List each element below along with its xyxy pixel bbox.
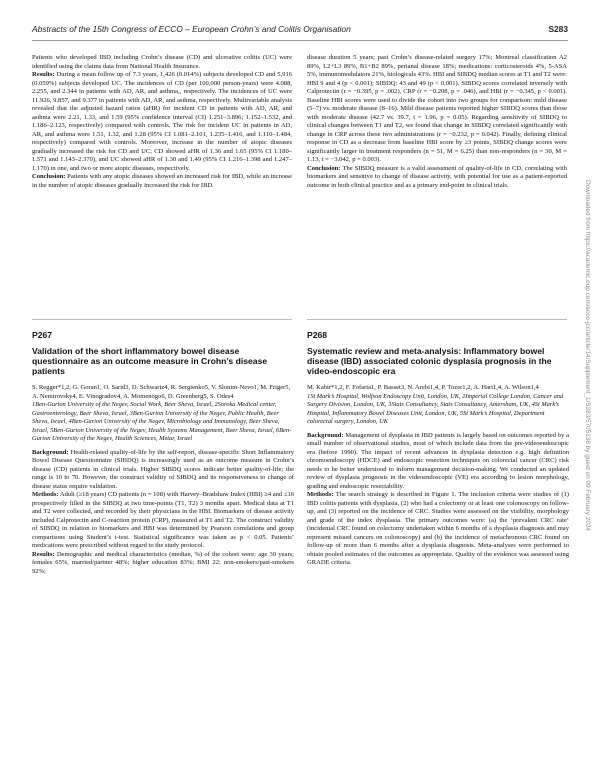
paragraph: disease duration 5 years; past Crohn’s disease-related surgery 17%; Montreal classification A2 89%, L2+L3 89%, B1+B2 89%, perianal disease 18%; medications: corticosteroids 4%, 5-ASA 5%, immunomodulators 21%, biologicals 43%. HBI and SIBDQ median scores at T1 and T2 were: HBI 9 and 4 (p < 0.001); SIBDQ: 43 and 49 (p < 0.001). SIBDQ scores correlated inversely with Calprotectin (r = −0.395, p = .002), CRP (r = −0.208, p = .046), and HBI (r = −0.345, p < 0.001). Baseline HBI scores were used to divide the cohort into two groups for comparison: mild disease (5–7) vs. moderate disease (8–16). Mild disease patients reported higher SIBDQ scores than those with moderate disease (42.7 vs. 39.7, t = 1.96, p = 0.05). Regarding sensitivity of SIBDQ to clinical changes between T1 and T2, we found that change in SIBDQ correlated significantly with change in CRP across these two administrations (r = −0.232, p = 0.042). Finally, defining clinical response in CD as a decrease from baseline HBI score by ≥3 points, SIBDQ change scores were significantly larger in treatment responders (n = 51, M = 6.25) than non-responders (n = 30, M = 1.13, t = −3.042, p = 0.003). <box>307 54 567 163</box>
section-divider <box>307 319 567 320</box>
abstract-id: P268 <box>307 330 328 340</box>
paragraph: Background: Health-related quality-of-life by the self-report, disease-specific Short Inflammatory Bowel Disease Questionnaire (SIBDQ) is increasingly used as an outcome measure in Crohn’s disease (CD) patients in clinical trials. Higher SIBDQ scores indicate better quality-of-life; the range is 10 to 70. However, the construct validity of SIBDQ and its responsiveness to change of disease status require validation. <box>32 448 294 490</box>
abstract-title: Validation of the short inflammatory bowel disease questionnaire as an outcome measure in Crohn’s disease patients <box>32 346 268 376</box>
download-note: Downloaded from https://academic.oup.com/ecco-jcc/article/14/Supplement_1/S283/5705138 by guest on 09 February 2024 <box>584 180 591 531</box>
abstract-authors: S. Regger*1,2, G. Goran1, O. Sarid3, D. Schwartz4, R. Sergienko5, V. Slonim-Nevo1, M. Friger5, A. Nemirovsky4, E. Vinogradov4, A. Momenogo6, D. Greenberg5, S. Odes4 <box>32 384 291 400</box>
abstract-affiliations: 1Ben-Gurion University of the Negev, Social Work, Beer Sheva, Israel, 2Soroka Medical center, Gastroenterology, Beer Sheva, Israel, 3Ben-Gurion University of the Negev, Public Health, Beer Sheva, Israel, 4Ben-Gurion University of the Negev, Microbiology and Immunology, Beer Sheva, Israel, 5Ben-Gurion University of the Negev, Health Systems Management, Beer Sheva, Israel, 6Ben-Gurion University of the Negev, Health Sciences, Metar, Israel <box>32 401 292 442</box>
paragraph: Conclusion: The SIBDQ measure is a valid assessment of quality-of-life in CD, correlating with biomarkers and sensitive to change of disease activity, with potential for use as a patient-reported outcome in both clinical practice and as a primary end-point in clinical trials. <box>307 164 567 189</box>
download-watermark <box>582 180 592 600</box>
paragraph: Background: Management of dysplasia in IBD patients is largely based on outcomes reported by a small number of observational studies, most of which include data from the pre-videoendoscopic era (before 1990). The impact of recent advances in dysplasia detection e.g. high definition chromoendoscopy (HDCE) and endoscopic resection techniques on colorectal cancer (CRC) risk needs to be better understood to inform management decision-making. We conducted an updated review of dysplasia prognosis in the videoendoscopic (VE) era according to lesion morphology, grading and endoscopic resectability. <box>307 431 569 490</box>
abstract-body <box>32 449 294 577</box>
abstract-p268 <box>307 330 569 568</box>
abstract-affiliations: 1St Mark’s Hospital, Wolfson Endoscopy Unit, London, UK, 2Imperial College London, Cancer and Surgery Division, London, UK, 3Stats Consultancy, Stats Consultancy, Amersham, UK, 4St Mark’s Hospital, Inflammatory Bowel Diseases Unit, London, UK, 5St Mark’s Hospital, Department colorectal surgery, London, UK <box>307 392 564 425</box>
paragraph: Methods: Adult (≥18 years) CD patients (n = 108) with Harvey–Bradshaw Index (HBI) ≥4 and ≤16 prospectively filled in the SIBDQ at two time-points (T1, T2) 3 months apart. Medical data at T1 and T2 were collected, and recorded by their physicians in the HBI. Biomarkers of disease activity included Calprotectin and C-reaction protein (CRP), measured at T1 and T2. The construct validity of SIBDQ in relation to biomarkers and HBI was determined by Pearson correlations and group comparisons using Student’s t-test. Statistical significance was taken as p < 0.05. Patients’ medications were prescribed without regard to the study protocol. <box>32 491 294 549</box>
paragraph: Results: Demographic and medical characteristics (median, %) of the cohort were: age 30 years; females 65%, married/partner 48%; higher education 83%; BMI 22; non-smokers/past-smokers 92%; <box>32 550 294 575</box>
abstract-body <box>307 432 569 568</box>
abstract-id: P267 <box>32 330 53 340</box>
paragraph: Patients who developed IBD including Crohn’s disease (CD) and ulcerative colitis (UC) were identified using the claims data from National Health Insurance. <box>32 54 292 70</box>
abstract-p267 <box>32 330 294 576</box>
continuation-right-column <box>307 54 567 190</box>
page-number: S283 <box>548 24 568 34</box>
paragraph: Methods: The search strategy is described in Figure 1. The inclusion criteria were studies of (1) IBD colitis patients with dysplasia, (2) who had a colectomy or at least one colonoscopy on follow-up, and (3) reported on the incidence of CRC. Studies were assessed on the visibility, morphology and grade of the index dysplasia. The primary outcomes were: (a) the ‘prevalent CRC rate’ (incidental CRC found on colectomy undertaken within 6 months of a dysplasia diagnosis and may represent missed cancers on colonoscopy) and (b) the incidence of metachronous CRC found on follow-up of more than 6 months after a dysplasia diagnosis. Meta-analyses were performed to obtain pooled estimates of the outcomes as appropriate. Quality of the evidence was assessed using GRADE criteria. <box>307 491 569 566</box>
header-rule <box>32 40 568 41</box>
journal-header <box>32 24 568 36</box>
continuation-left-column <box>32 54 292 190</box>
paragraph: Results: During a mean follow up of 7.3 years, 1,426 (0.014%) subjects developed CD and 5,916 (0.059%) subjects developed UC. The incidences of CD (per 100,000 person-years) were 4.088, 2.255, and 2.344 in patients with AD, AR, and asthma,, respectively. The incidences of UC were 11.926, 9.857, and 9.377 in patients with AD, AR, and asthma, respectively. Multivariable analysis revealed that the adjusted hazard ratios (aHR) for incident CD in patients with AD, AR, and asthma were 2.21, 1.33, and 1.59 (95% confidence interval (CI) 1.251–3.896; 1.152–1.532, and 1.186–2.123, respectively) compared with controls. The risk for incident UC in patients in AD, AR, and asthma were 1.51, 1.32, and 1.28 (95% CI 1.081–2.101, 1.235–1.416, and 1.110–1.484, respectively) compared with controls. Moreover, increase in the number of atopic diseases gradually increased the risk for CD and UC; CD showed aHR of 1.36 and 1.65 (95% CI 1.180–1.571 and 1.143–2.370), and UC showed aHR of 1.30 and 1.49 (95% CI 1.216–1.398 and 1.247–1.170) in one, and two or more atopic diseases, respectively. <box>32 71 292 172</box>
journal-title: Abstracts of the 15th Congress of ECCO – European Crohn’s and Colitis Organisation <box>32 24 351 34</box>
section-divider <box>32 319 292 320</box>
abstract-authors: M. Kabir*1,2, F. Fofaria1, P. Basset3, N. Arebi1,4, P. Tozer1,2, A. Hart1,4, A. Wilson1,4 <box>307 384 539 391</box>
abstract-title: Systematic review and meta-analysis: Inflammatory bowel disease (IBD) associated colonic dysplasia prognosis in the video-endoscopic era <box>307 346 552 376</box>
paragraph: Conclusion: Patients with any atopic diseases showed an increased risk for IBD, while an increase in the number of atopic diseases gradually increased the risk for IBD. <box>32 173 292 189</box>
